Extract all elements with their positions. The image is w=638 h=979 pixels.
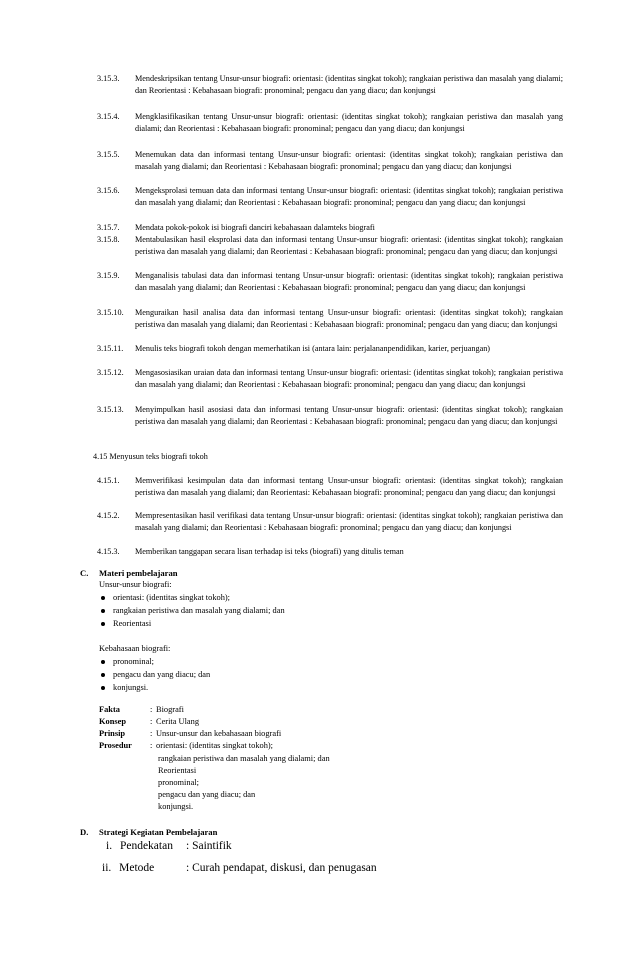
prosedur-line: pengacu dan yang diacu; dan xyxy=(158,790,256,799)
indicator-text: Menguraikan hasil analisa data dan informasi tentang Unsur-unsur biografi: orientasi: (identitas singkat tokoh); rangkaian peristiwa dan masalah yang dialami; dan Reorientasi : Kebahasaan biografi: pronominal; pengacu dan yang diacu; dan konjungsi xyxy=(135,308,563,330)
section-d-heading xyxy=(80,826,217,838)
indicator-item-3-15-12 xyxy=(97,367,563,392)
indicator-item-3-15-9 xyxy=(97,270,563,295)
indicator-item-3-15-4 xyxy=(97,111,563,136)
strategy-label: Metode xyxy=(119,862,155,874)
strategy-item-metode xyxy=(102,861,377,875)
indicator-item-3-15-13 xyxy=(97,404,563,429)
indicator-number: 3.15.3. xyxy=(97,74,120,83)
indicator-number: 3.15.4. xyxy=(97,112,120,121)
indicator-number: 3.15.8. xyxy=(97,235,120,244)
roman-numeral: ii. xyxy=(102,862,112,874)
indicator-number: 3.15.7. xyxy=(97,223,120,232)
indicator-number: 4.15.1. xyxy=(97,476,120,485)
row-value: Cerita Ulang xyxy=(156,717,200,726)
indicator-item-4-15-1 xyxy=(97,475,563,500)
indicator-text: Mendeskripsikan tentang Unsur-unsur biografi: orientasi: (identitas singkat tokoh); rangkaian peristiwa dan masalah yang dialami; dan Reorientasi : Kebahasaan biografi: pronominal; pengacu dan yang diacu; dan konjungsi xyxy=(135,74,563,96)
row-colon: : xyxy=(150,729,153,738)
indicator-item-3-15-3 xyxy=(97,73,563,98)
list-item: Reorientasi xyxy=(99,617,285,630)
indicator-number: 3.15.10. xyxy=(97,308,124,317)
indicator-text: Memverifikasi kesimpulan data dan informasi tentang Unsur-unsur biografi: orientasi: (identitas singkat tokoh); rangkaian peristiwa dan masalah yang dialami; dan Reorientasi: Kebahasaan biografi: pronominal; pengacu dan yang diacu; dan konjungsi xyxy=(135,476,563,498)
row-colon: : xyxy=(150,705,153,714)
row-colon: : xyxy=(150,741,153,750)
indicator-text: Mengasosiasikan uraian data dan informasi tentang Unsur-unsur biografi: orientasi: (identitas singkat tokoh); rangkaian peristiwa dan masalah yang dialami; dan Reorientasi : Kebahasaan biografi: pronominal; pengacu dan yang diacu; dan konjungsi xyxy=(135,368,563,390)
list-item: orientasi: (identitas singkat tokoh); xyxy=(99,591,285,604)
indicator-text: Mengklasifikasikan tentang Unsur-unsur biografi: orientasi: (identitas singkat tokoh); rangkaian peristiwa dan masalah yang dialami; dan Reorientasi : Kebahasaan biografi: pronominal; pengacu dan yang diacu; dan konjungsi xyxy=(135,112,563,134)
indicator-text: Mentabulasikan hasil eksprolasi data dan informasi tentang Unsur-unsur biografi: orientasi: (identitas singkat tokoh); rangkaian peristiwa dan masalah yang dialami; dan Reorientasi : Kebahasaan biografi: pronominal; pengacu dan yang diacu; dan konjungsi xyxy=(135,235,563,257)
list-item: konjungsi. xyxy=(99,681,210,694)
prosedur-line: pronominal; xyxy=(158,778,199,787)
indicator-number: 3.15.11. xyxy=(97,344,124,353)
row-value: Biografi xyxy=(156,705,184,714)
kebahasaan-label: Kebahasaan biografi: xyxy=(99,644,171,653)
strategy-value: : Curah pendapat, diskusi, dan penugasan xyxy=(186,862,377,874)
prosedur-line: Reorientasi xyxy=(158,766,197,775)
section-title: Materi pembelajaran xyxy=(99,568,178,578)
strategy-value: : Saintifik xyxy=(186,840,232,852)
section-letter: D. xyxy=(80,827,89,837)
indicator-text: Menganalisis tabulasi data dan informasi tentang Unsur-unsur biografi: orientasi: (identitas singkat tokoh); rangkaian peristiwa dan masalah yang dialami; dan Reorientasi : Kebahasaan biografi: pronominal; pengacu dan yang diacu; dan konjungsi xyxy=(135,271,563,293)
indicator-number: 3.15.13. xyxy=(97,405,124,414)
list-item: pengacu dan yang diacu; dan xyxy=(99,668,210,681)
indicator-item-3-15-6 xyxy=(97,185,563,210)
indicator-item-3-15-8 xyxy=(97,234,563,259)
row-key: Prosedur xyxy=(99,741,132,750)
section-c-heading xyxy=(80,567,178,579)
indicator-text: Mendata pokok-pokok isi biografi danciri kebahasaan dalamteks biografi xyxy=(135,223,375,232)
competency-subheading: 4.15 Menyusun teks biografi tokoh xyxy=(93,452,208,461)
indicator-item-3-15-10 xyxy=(97,307,563,332)
strategy-label: Pendekatan xyxy=(119,840,173,852)
indicator-number: 4.15.3. xyxy=(97,547,120,556)
row-value: orientasi: (identitas singkat tokoh); xyxy=(156,741,273,750)
unsur-list xyxy=(99,591,285,631)
row-key: Fakta xyxy=(99,705,120,714)
row-key: Konsep xyxy=(99,717,126,726)
indicator-text: Mempresentasikan hasil verifikasi data tentang Unsur-unsur biografi: orientasi: (identitas singkat tokoh); rangkaian peristiwa dan masalah yang dialami; dan Reorientasi : Kebahasaan biografi: pronominal; pengacu dan yang diacu; dan konjungsi xyxy=(135,511,563,533)
indicator-text: Menyimpulkan hasil asosiasi data dan informasi tentang Unsur-unsur biografi: orientasi: (identitas singkat tokoh); rangkaian peristiwa dan masalah yang dialami; dan Reorientasi : Kebahasaan biografi: pronominal; pengacu dan yang diacu; dan konjungsi xyxy=(135,405,563,427)
indicator-item-3-15-11 xyxy=(97,343,563,355)
indicator-number: 3.15.5. xyxy=(97,150,120,159)
strategy-item-pendekatan xyxy=(106,839,232,853)
indicator-text: Mengeksprolasi temuan data dan informasi tentang Unsur-unsur biografi: orientasi: (identitas singkat tokoh); rangkaian peristiwa dan masalah yang dialami; dan Reorientasi : Kebahasaan biografi: pronominal; pengacu dan yang diacu; dan konjungsi xyxy=(135,186,563,208)
indicator-text: Menemukan data dan informasi tentang Unsur-unsur biografi: orientasi: (identitas singkat tokoh); rangkaian peristiwa dan masalah yang dialami; dan Reorientasi : Kebahasaan biografi: pronominal; pengacu dan yang diacu; dan konjungsi xyxy=(135,150,563,172)
list-item: pronominal; xyxy=(99,655,210,668)
section-letter: C. xyxy=(80,568,89,578)
indicator-text: Memberikan tanggapan secara lisan terhadap isi teks (biografi) yang ditulis teman xyxy=(135,547,404,556)
indicator-number: 4.15.2. xyxy=(97,511,120,520)
indicator-number: 3.15.12. xyxy=(97,368,124,377)
unsur-label: Unsur-unsur biografi: xyxy=(99,580,172,589)
indicator-item-3-15-7 xyxy=(97,222,563,234)
roman-numeral: i. xyxy=(106,840,113,852)
indicator-number: 3.15.6. xyxy=(97,186,120,195)
kebahasaan-list xyxy=(99,655,210,695)
indicator-number: 3.15.9. xyxy=(97,271,120,280)
list-item: rangkaian peristiwa dan masalah yang dialami; dan xyxy=(99,604,285,617)
prosedur-line: konjungsi. xyxy=(158,802,194,811)
section-title: Strategi Kegiatan Pembelajaran xyxy=(99,827,218,837)
indicator-item-4-15-3 xyxy=(97,546,563,558)
row-value: Unsur-unsur dan kebahasaan biografi xyxy=(156,729,282,738)
prosedur-line: rangkaian peristiwa dan masalah yang dialami; dan xyxy=(158,754,330,763)
indicator-text: Menulis teks biografi tokoh dengan memerhatikan isi (antara lain: perjalananpendidikan, karier, perjuangan) xyxy=(135,344,491,353)
indicator-item-3-15-5 xyxy=(97,149,563,174)
row-key: Prinsip xyxy=(99,729,126,738)
indicator-item-4-15-2 xyxy=(97,510,563,535)
row-colon: : xyxy=(150,717,153,726)
